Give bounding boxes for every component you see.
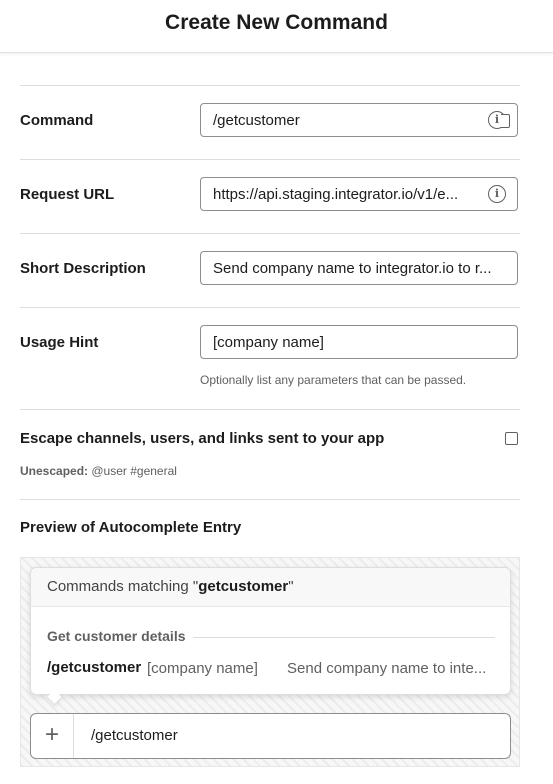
short-description-row — [20, 233, 520, 307]
plus-icon: + — [31, 714, 74, 758]
usage-hint-row — [20, 307, 520, 409]
request-url-label: Request URL — [20, 186, 115, 203]
unescaped-label: Unescaped: — [20, 464, 89, 478]
preview-row — [20, 499, 520, 770]
modal-header — [0, 0, 553, 53]
short-description-label: Short Description — [20, 260, 146, 277]
popup-heading-prefix: Commands matching " — [47, 578, 199, 595]
unescaped-example — [20, 464, 177, 478]
popup-heading-term: getcustomer — [198, 578, 289, 595]
command-input[interactable] — [213, 104, 483, 136]
popup-command-description: Send company name to inte... — [287, 660, 487, 677]
message-composer — [30, 713, 511, 759]
autocomplete-popup — [30, 567, 511, 695]
command-label: Command — [20, 112, 94, 129]
request-url-input[interactable] — [213, 178, 483, 210]
command-row — [20, 85, 520, 159]
popup-section-divider — [193, 637, 495, 638]
page-title: Create New Command — [165, 11, 388, 34]
popup-pointer — [47, 690, 63, 706]
popup-section-title: Get customer details — [47, 628, 186, 644]
escape-row — [20, 409, 520, 499]
info-icon[interactable]: i — [488, 185, 506, 203]
popup-command: /getcustomer — [47, 659, 142, 676]
usage-hint-input[interactable] — [213, 326, 509, 358]
escape-label: Escape channels, users, and links sent to your app — [20, 430, 385, 447]
composer-text: /getcustomer — [91, 727, 178, 744]
command-field[interactable] — [200, 103, 518, 137]
request-url-field[interactable] — [200, 177, 518, 211]
usage-hint-field[interactable] — [200, 325, 518, 359]
popup-heading — [31, 568, 510, 607]
autofill-icon[interactable]: i — [488, 111, 506, 129]
escape-checkbox[interactable] — [505, 432, 518, 445]
unescaped-value: @user #general — [91, 464, 177, 478]
usage-hint-label: Usage Hint — [20, 334, 99, 351]
request-url-row — [20, 159, 520, 233]
command-form — [20, 85, 520, 770]
usage-hint-help: Optionally list any parameters that can be passed. — [200, 373, 467, 387]
short-description-field[interactable] — [200, 251, 518, 285]
short-description-input[interactable] — [213, 252, 509, 284]
popup-command-hint: [company name] — [147, 660, 258, 677]
autocomplete-preview — [20, 557, 520, 767]
popup-heading-suffix: " — [288, 578, 294, 595]
preview-title: Preview of Autocomplete Entry — [20, 519, 242, 536]
